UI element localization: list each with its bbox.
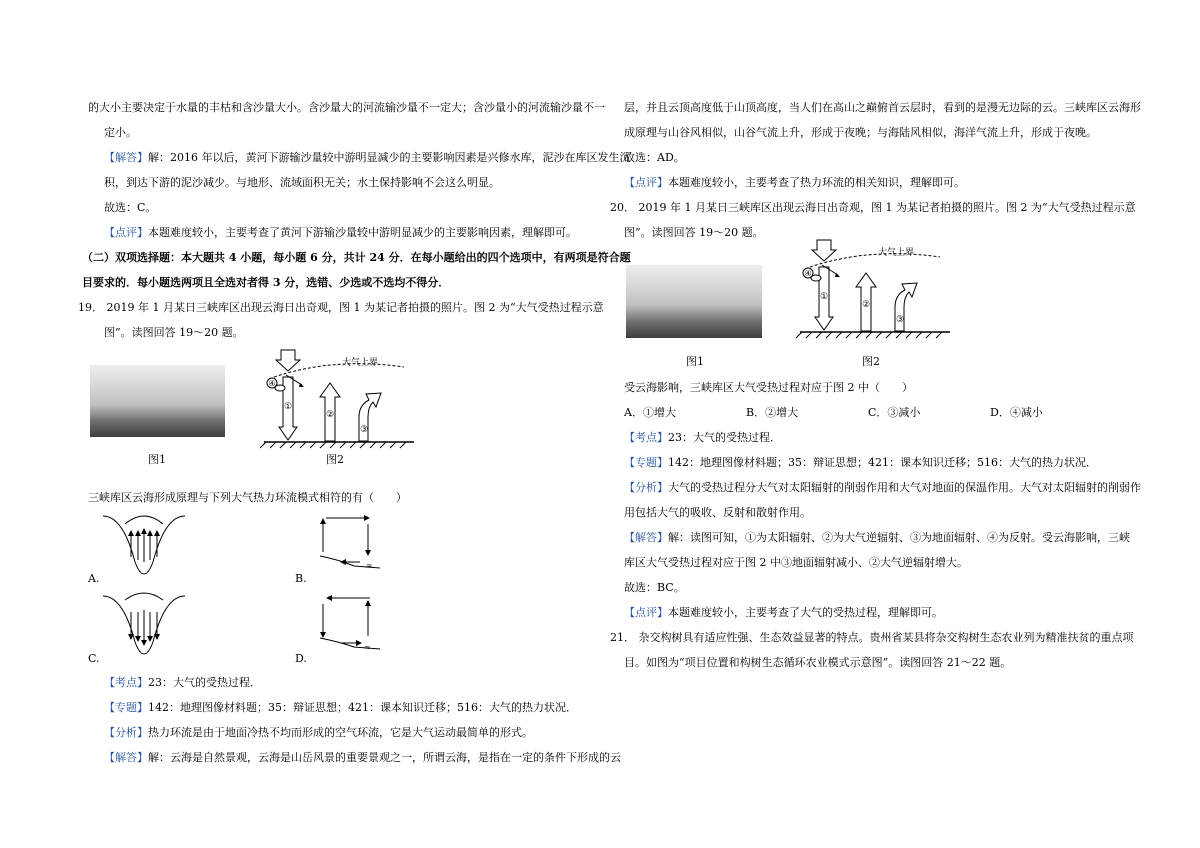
text-line: 23：大气的受热过程． [668,431,781,444]
text-line: 层，并且云顶高度低于山顶高度，当人们在高山之巅俯首云层时，看到的是漫无边际的云。三峡库区云海形 [624,101,1141,114]
section-tag: 【分析】 [104,726,148,739]
option-d: D. [295,652,307,665]
text-line: 故选：AD。 [624,151,685,164]
svg-text:≈: ≈ [366,561,373,570]
text-line: 成原理与山谷风相似，山谷气流上升，形成于夜晚；与海陆风相似，海洋气流上升，形成于夜晚。 [624,126,1097,139]
section-tag: 【专题】 [624,456,668,469]
question-text: 三峡库区云海形成原理与下列大气热力环流模式相符的有（ ） [88,491,407,504]
text-line: 本题难度较小，主要考查了热力环流的相关知识，理解即可。 [668,176,965,189]
question-19: 19． 2019 年 1 月某日三峡库区出现云海日出奇观，图 1 为某记者拍摄的照片。图 2 为“大气受热过程示意 [78,301,604,314]
question-21: 21． 杂交构树具有适应性强、生态效益显著的特点。贵州省某县将杂交构树生态农业列为精准扶贫的重点项 [610,631,1134,644]
answer-paragraph [88,145,631,170]
question-20: 20． 2019 年 1 月某日三峡库区出现云海日出奇观，图 1 为某记者拍摄的照片。图 2 为“大气受热过程示意 [610,201,1136,214]
section-tag: 【点评】 [624,606,668,619]
text-line: 热力环流是由于地面冷热不均而形成的空气环流，它是大气运动最简单的形式。 [148,726,533,739]
label-1: ① [283,402,293,412]
text-line: 解：2016 年以后，黄河下游输沙量较中游明显减少的主要影响因素是兴修水库，泥沙在库区发生沉 [148,151,631,164]
text-line: 大气的受热过程分大气对太阳辐射的削弱作用和大气对地面的保温作用。大气对太阳辐射的削弱作 [668,481,1141,494]
section-tag: 【考点】 [624,431,668,444]
choice-b: B．②增大 [746,406,799,419]
sea-land-circulation-b [320,512,380,574]
valley-circulation-a [103,512,185,582]
svg-text:≈: ≈ [364,643,371,652]
comment-paragraph [624,600,1129,625]
zhuanti-line [88,695,593,720]
text-line: 目。如图为“项目位置和构树生态循环农业模式示意图”。读图回答 21～22 题。 [624,656,1012,669]
label-2: ② [861,300,871,310]
figure-row [88,345,593,485]
text-line: 故选：BC。 [624,581,685,594]
section-heading: （二）双项选择题：本大题共 4 小题，每小题 6 分，共计 24 分．在每小题给出的四个选项中，有两项是符合题 [82,251,631,264]
option-a: A. [88,572,100,585]
label-3: ③ [895,315,905,325]
choices-line [624,400,1129,425]
text-line: 图”。读图回答 19～20 题。 [104,326,244,339]
section-tag: 【点评】 [624,176,668,189]
section-tag: 【分析】 [624,481,668,494]
option-c: C. [88,652,100,665]
text-line: 解：云海是自然景观，云海是山岳风景的重要景观之一，所谓云海，是指在一定的条件下形成的云 [148,751,621,764]
text-line: 库区大气受热过程对应于图 2 中③地面辐射减小、②大气逆辐射增大。 [624,556,968,569]
section-tag: 【解答】 [624,531,668,544]
jieda-line [624,525,1129,550]
text-line: 解：读图可知，①为太阳辐射、②为大气逆辐射、③为地面辐射、④为反射。受云海影响，三峡 [668,531,1130,544]
atmosphere-heating-diagram [800,235,950,345]
sea-of-clouds-photo [626,265,762,338]
right-column [610,95,1141,675]
option-b: B. [295,572,307,585]
left-column [78,95,631,770]
text-line: 142：地理图像材料题；35：辩证思想；421：课本知识迁移；516：大气的热力状况． [668,456,1097,469]
text-line: 定小。 [104,126,137,139]
choice-c: C．③减小 [868,406,921,419]
atmosphere-top-label: 大气上界 [878,248,915,258]
figure-caption: 图2 [862,355,880,368]
figure-caption: 图1 [148,453,166,466]
section-tag: 【考点】 [104,676,148,689]
choice-d: D．④减小 [990,406,1043,419]
options-row-cd [88,590,593,670]
question-text: 受云海影响，三峡库区大气受热过程对应于图 2 中（ ） [624,381,913,394]
text-line: 用包括大气的吸收、反射和散射作用。 [624,506,811,519]
label-3: ③ [359,425,369,435]
section-heading: 目要求的．每小题选两项且全选对者得 3 分，选错、少选或不选均不得分． [82,276,450,289]
section-tag: 【解答】 [104,751,148,764]
label-2: ② [325,410,335,420]
jieda-line [88,745,621,770]
section-tag: 【解答】 [104,151,148,164]
zhuanti-line [624,450,1129,475]
fenxi-line [88,720,593,745]
text-line: 142：地理图像材料题；35：辩证思想；421：课本知识迁移；516：大气的热力状况． [148,701,577,714]
choice-a: A．①增大 [624,406,676,419]
atmosphere-heating-diagram [264,345,414,455]
label-1: ① [819,292,829,302]
text-line: 本题难度较小，主要考查了黄河下游输沙量较中游明显减少的主要影响因素，理解即可。 [148,226,577,239]
kaodian-line [88,670,593,695]
section-tag: 【专题】 [104,701,148,714]
text-line: 图”。读图回答 19～20 题。 [624,226,764,239]
label-4: ④ [804,269,812,278]
text-line: 的大小主要决定于水量的丰枯和含沙量大小。含沙量大的河流输沙量不一定大；含沙量小的河流输沙量不一 [88,101,605,114]
sea-of-clouds-photo [90,365,225,437]
fenxi-line [624,475,1141,500]
label-4: ④ [268,379,276,388]
atmosphere-top-label: 大气上界 [342,358,379,368]
figure-caption: 图2 [326,453,344,466]
valley-circulation-c [103,592,185,662]
sea-land-circulation-d [320,592,380,654]
figure-row [624,245,1129,375]
comment-paragraph [624,170,1129,195]
text-line: 本题难度较小，主要考查了大气的受热过程，理解即可。 [668,606,943,619]
text-line: 积，到达下游的泥沙减少。与地形、流域面积无关；水土保持影响不会这么明显。 [104,176,500,189]
comment-paragraph [88,220,593,245]
text-line: 23：大气的受热过程． [148,676,261,689]
text-line: 故选：C。 [104,201,157,214]
section-tag: 【点评】 [104,226,148,239]
options-row-ab [88,510,593,590]
figure-caption: 图1 [686,355,704,368]
kaodian-line [624,425,1129,450]
